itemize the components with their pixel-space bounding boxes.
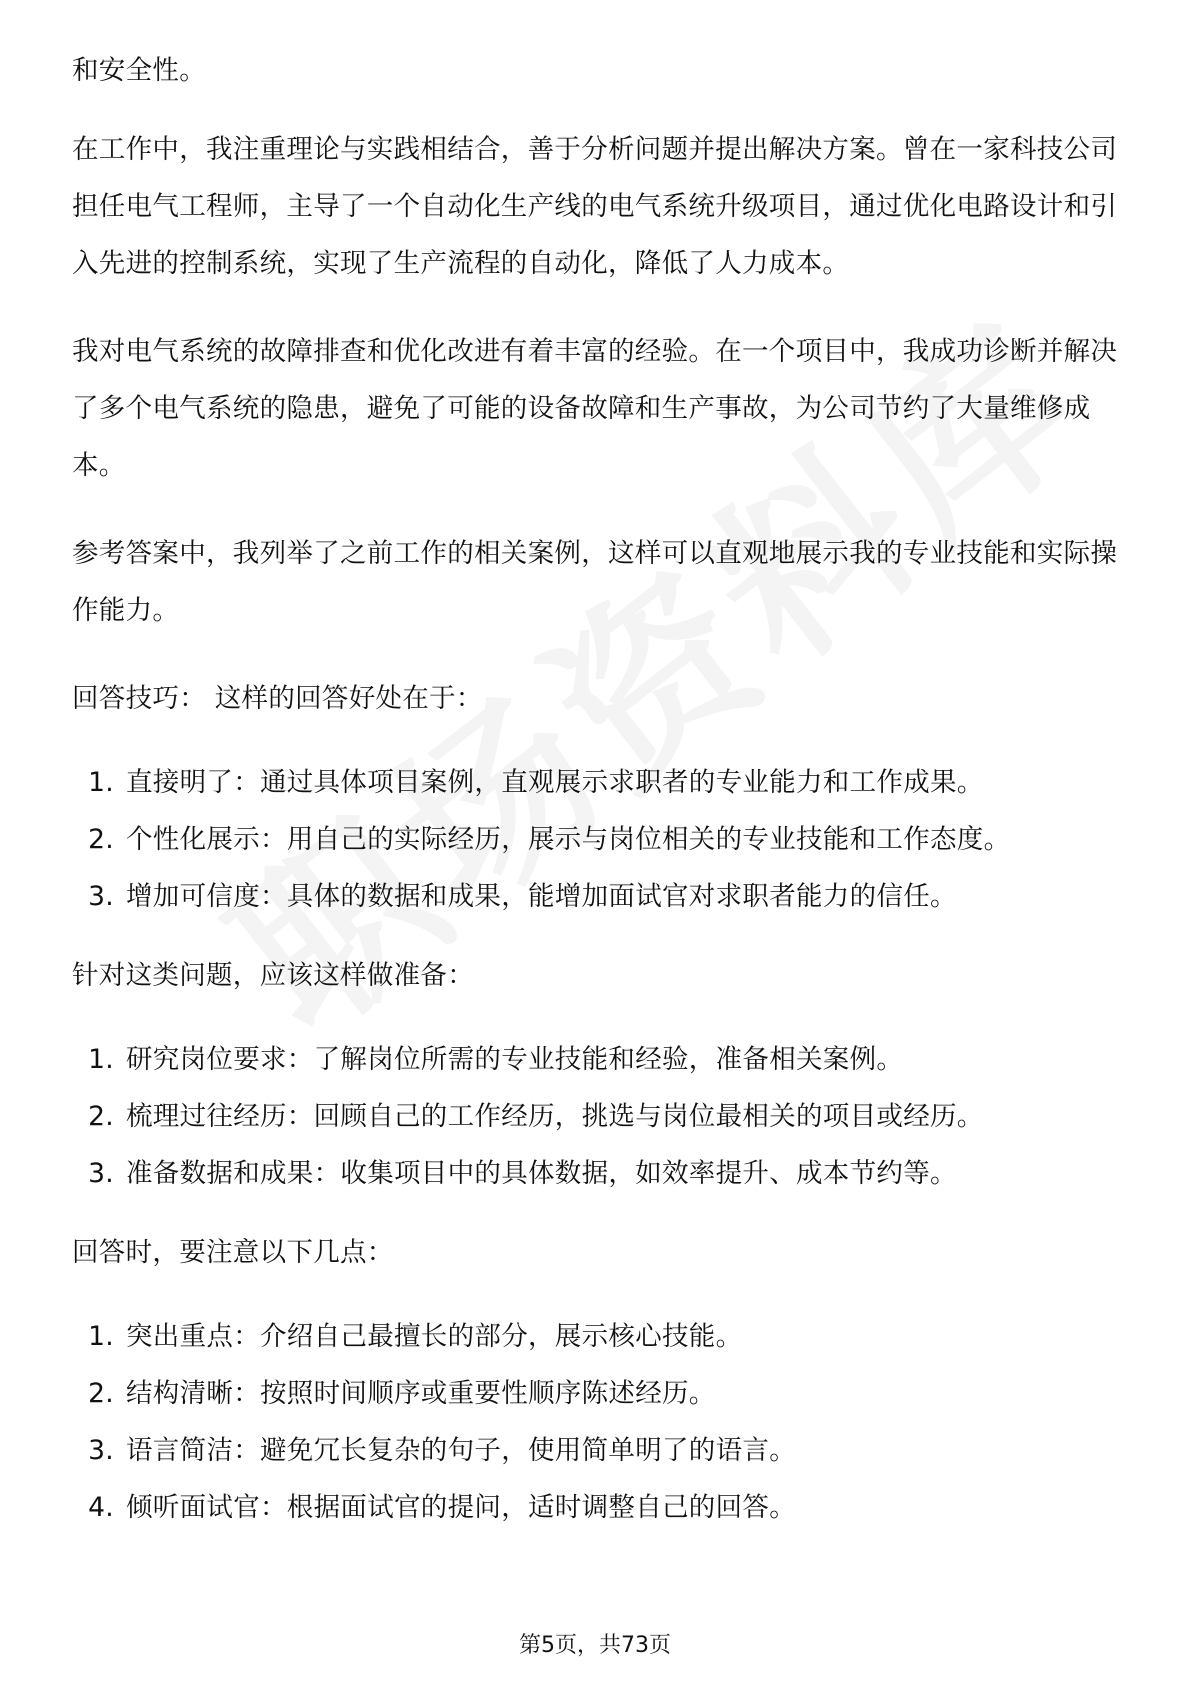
- list-item: 1. 突出重点：介绍自己最擅长的部分，展示核心技能。: [88, 1321, 743, 1352]
- list-item: 4. 倾听面试官：根据面试官的提问，适时调整自己的回答。: [88, 1492, 796, 1523]
- list-item: 2. 结构清晰：按照时间顺序或重要性顺序陈述经历。: [88, 1378, 716, 1409]
- preparation-list: [72, 1031, 1122, 1202]
- list-item: 1. 直接明了：通过具体项目案例，直观展示求职者的专业能力和工作成果。: [88, 767, 984, 798]
- heading-preparation: 针对这类问题，应该这样做准备：: [72, 960, 474, 991]
- document-body: [72, 42, 1122, 1558]
- paragraph-reference-answer: 参考答案中，我列举了之前工作的相关案例，这样可以直观地展示我的专业技能和实际操作能力。: [72, 538, 1118, 626]
- list-item: 3. 准备数据和成果：收集项目中的具体数据，如效率提升、成本节约等。: [88, 1158, 957, 1189]
- paragraph-intro-tail: 和安全性。: [72, 55, 206, 86]
- paragraph-experience: 在工作中，我注重理论与实践相结合，善于分析问题并提出解决方案。曾在一家科技公司担任电气工程师，主导了一个自动化生产线的电气系统升级项目，通过优化电路设计和引入先进的控制系统，实现了生产流程的自动化，降低了人力成本。: [72, 134, 1118, 279]
- page-footer: 第5页，共73页: [519, 1633, 671, 1658]
- list-item: 3. 语言简洁：避免冗长复杂的句子，使用简单明了的语言。: [88, 1435, 796, 1466]
- attention-points-list: [72, 1308, 1122, 1536]
- heading-attention-points: 回答时，要注意以下几点：: [72, 1237, 394, 1268]
- answer-tips-list: [72, 754, 1122, 925]
- list-item: 2. 个性化展示：用自己的实际经历，展示与岗位相关的专业技能和工作态度。: [88, 824, 1011, 855]
- list-item: 2. 梳理过往经历：回顾自己的工作经历，挑选与岗位最相关的项目或经历。: [88, 1101, 984, 1132]
- paragraph-troubleshooting: 我对电气系统的故障排查和优化改进有着丰富的经验。在一个项目中，我成功诊断并解决了多个电气系统的隐患，避免了可能的设备故障和生产事故，为公司节约了大量维修成本。: [72, 336, 1118, 481]
- list-item: 1. 研究岗位要求：了解岗位所需的专业技能和经验，准备相关案例。: [88, 1044, 904, 1075]
- list-item: 3. 增加可信度：具体的数据和成果，能增加面试官对求职者能力的信任。: [88, 881, 957, 912]
- heading-answer-tips: 回答技巧： 这样的回答好处在于：: [72, 683, 483, 714]
